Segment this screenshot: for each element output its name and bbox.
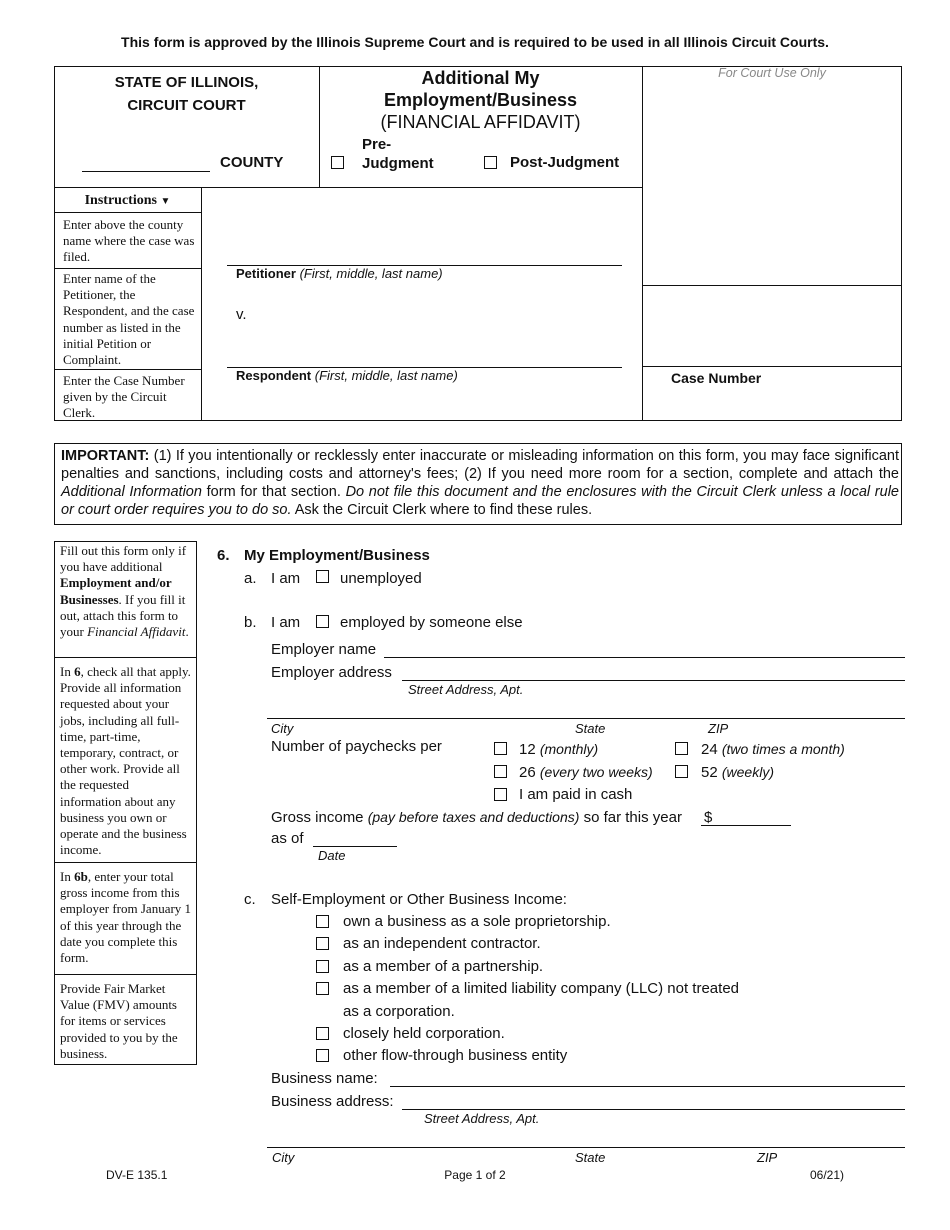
pay-cash-label: I am paid in cash <box>519 786 633 803</box>
pay-26-checkbox[interactable] <box>494 765 507 778</box>
closely-held-checkbox[interactable] <box>316 1027 329 1040</box>
partnership-checkbox[interactable] <box>316 960 329 973</box>
flow-through-checkbox[interactable] <box>316 1049 329 1062</box>
pay-12-label: 12 (monthly) <box>519 741 599 758</box>
llc-checkbox[interactable] <box>316 982 329 995</box>
versus-label: v. <box>236 306 247 323</box>
gross-income-input[interactable] <box>701 825 791 826</box>
triangle-down-icon: ▼ <box>160 196 171 207</box>
business-name-label: Business name: <box>271 1070 378 1087</box>
independent-contractor-checkbox[interactable] <box>316 937 329 950</box>
employer-name-input[interactable] <box>384 657 905 658</box>
sidebar-note-3: In 6b, enter your total gross income from this employer from January 1 of this year through the date you complete this form. <box>60 869 192 966</box>
as-of-date-input[interactable] <box>313 846 397 847</box>
employer-city-state-zip-input[interactable] <box>267 718 905 719</box>
pay-26-label: 26 (every two weeks) <box>519 764 653 781</box>
pay-cash-checkbox[interactable] <box>494 788 507 801</box>
unemployed-checkbox[interactable] <box>316 570 329 583</box>
pay-12-checkbox[interactable] <box>494 742 507 755</box>
section-title: My Employment/Business <box>244 547 430 564</box>
section-number: 6. <box>217 547 230 564</box>
sidebar-note-1: Fill out this form only if you have additional Employment and/or Businesses. If you fill it out, attach this form to your Financial Affidavit. <box>60 543 189 640</box>
instructions-county: Enter above the county name where the case was filed. <box>63 217 195 265</box>
form-title: Additional My Employment/Business (FINANCIAL AFFIDAVIT) <box>380 68 581 132</box>
county-input[interactable] <box>82 171 210 172</box>
petitioner-label: Petitioner (First, middle, last name) <box>236 266 443 281</box>
instructions-heading: Instructions ▼ <box>84 193 171 208</box>
employed-checkbox[interactable] <box>316 615 329 628</box>
post-judgment-checkbox[interactable] <box>484 156 497 169</box>
gross-income-label: Gross income (pay before taxes and deductions) so far this year <box>271 809 682 826</box>
pay-52-label: 52 (weekly) <box>701 764 774 781</box>
business-street-input[interactable] <box>402 1109 905 1110</box>
pay-24-label: 24 (two times a month) <box>701 741 845 758</box>
business-city-state-zip-input[interactable] <box>267 1147 905 1148</box>
sole-proprietorship-checkbox[interactable] <box>316 915 329 928</box>
sidebar-note-2: In 6, check all that apply. Provide all information requested about your jobs, including all full-time, part-time, temporary, contract, or other work. Provide all the requested information about any business you own or operate and the business income. <box>60 664 191 858</box>
unemployed-label: unemployed <box>340 570 422 587</box>
employed-label: employed by someone else <box>340 614 523 631</box>
pay-24-checkbox[interactable] <box>675 742 688 755</box>
paychecks-label: Number of paychecks per <box>271 738 442 755</box>
instructions-case: Enter the Case Number given by the Circuit Clerk. <box>63 373 185 421</box>
county-label: COUNTY <box>220 154 284 171</box>
court-use-label: For Court Use Only <box>718 66 826 80</box>
business-name-input[interactable] <box>390 1086 905 1087</box>
pre-judgment-label: Pre- Judgment <box>362 136 434 172</box>
business-address-label: Business address: <box>271 1093 394 1110</box>
form-code: DV-E 135.1 <box>106 1168 168 1182</box>
employer-address-label: Employer address <box>271 664 392 681</box>
employer-street-input[interactable] <box>402 680 905 681</box>
state-heading: STATE OF ILLINOIS, CIRCUIT COURT <box>114 74 259 114</box>
pay-52-checkbox[interactable] <box>675 765 688 778</box>
pre-judgment-checkbox[interactable] <box>331 156 344 169</box>
case-number-label: Case Number <box>671 370 762 386</box>
page-number: Page 1 of 2 <box>444 1168 506 1182</box>
approval-notice: This form is approved by the Illinois Supreme Court and is required to be used in all Illinois Circuit Courts. <box>121 34 829 50</box>
respondent-label: Respondent (First, middle, last name) <box>236 368 458 383</box>
instructions-parties: Enter name of the Petitioner, the Respondent, and the case number as listed in the initial Petition or Complaint. <box>63 271 195 368</box>
self-employment-title: Self-Employment or Other Business Income: <box>271 891 567 908</box>
employer-name-label: Employer name <box>271 641 377 658</box>
sidebar-note-4: Provide Fair Market Value (FMV) amounts for items or services provided to you by the business. <box>60 981 178 1061</box>
form-date: 06/21) <box>810 1168 845 1182</box>
post-judgment-label: Post-Judgment <box>510 154 620 171</box>
